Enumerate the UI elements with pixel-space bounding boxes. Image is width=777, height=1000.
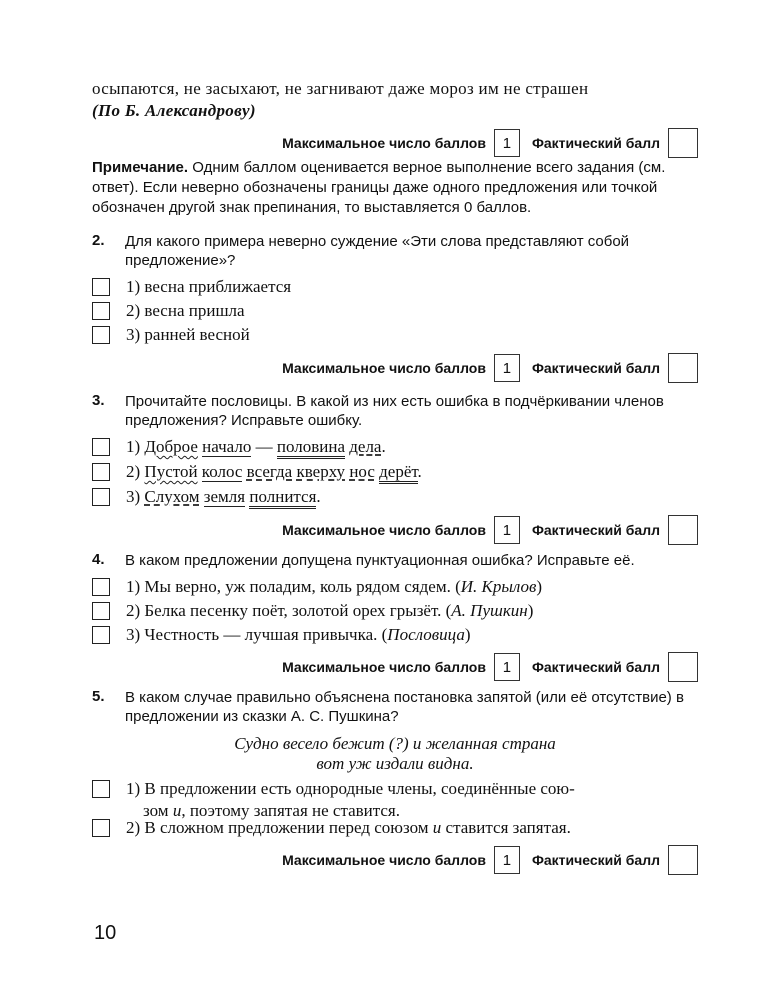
q3-option-2-checkbox[interactable] [92,463,110,481]
q2-option-2[interactable] [92,300,698,324]
q4-option-1-checkbox[interactable] [92,578,110,596]
q2-option-1-checkbox[interactable] [92,278,110,296]
underlined-word: Пустой [144,462,198,481]
q2-option-1[interactable] [92,276,698,300]
question-4-number: 4. [92,551,105,568]
q4-option-2-label: 2) Белка песенку поёт, золотой орех грызёт. (А. Пушкин) [126,601,534,620]
note-text: Одним баллом оценивается верное выполнение всего задания (см. ответ). Если неверно обозначены границы даже одного предложения или точкой обозначен другой знак препинания, то выставляется 0 баллов. [92,159,666,216]
max-score-box: 1 [494,354,520,382]
page [92,0,698,1000]
question-2-text: Для какого примера неверно суждение «Эти слова представляют собой предложение»? [125,233,630,269]
q2-option-3-checkbox[interactable] [92,326,110,344]
underlined-word: колос [201,462,243,481]
q5-option-1-label: 1) В предложении есть однородные члены, соединённые сою- зом и, поэтому запятая не ставится. [126,779,575,820]
actual-score-label: Фактический балл [531,852,660,868]
quote-line-1: Судно весело бежит (?) и желанная страна [234,734,556,753]
q5-option-2-checkbox[interactable] [92,819,110,837]
q2-option-3-label: 3) ранней весной [126,325,250,344]
question-4-text: В каком предложении допущена пунктуационная ошибка? Исправьте её. [125,552,635,569]
score-row-3 [282,515,698,545]
actual-score-input[interactable] [668,652,698,682]
underlined-word: начало [202,437,252,456]
max-score-label: Максимальное число баллов [282,852,486,868]
note [92,158,698,218]
q5-option-2[interactable] [92,817,698,841]
actual-score-input[interactable] [668,845,698,875]
max-score-box: 1 [494,846,520,874]
q3-option-1-checkbox[interactable] [92,438,110,456]
q3-option-2-label: 2) Пустой колос всегда кверху нос дерёт. [126,461,698,483]
actual-score-label: Фактический балл [531,522,660,538]
q3-option-3-checkbox[interactable] [92,488,110,506]
author-citation: (По Б. Александрову) [92,101,256,120]
q4-option-2[interactable] [92,600,698,624]
q4-option-2-checkbox[interactable] [92,602,110,620]
max-score-label: Максимальное число баллов [282,360,486,376]
underlined-word: дерёт [379,462,417,484]
q4-option-3-label: 3) Честность — лучшая привычка. (Пословица) [126,625,471,644]
max-score-box: 1 [494,516,520,544]
q2-option-1-label: 1) весна приближается [126,277,292,296]
q5-option-1-checkbox[interactable] [92,780,110,798]
question-2-number: 2. [92,232,105,249]
score-row-5 [282,845,698,875]
page-number: 10 [94,922,117,944]
q5-option-1[interactable] [92,778,698,822]
q3-option-1[interactable] [92,436,698,460]
score-row-1 [282,128,698,158]
question-3-number: 3. [92,392,105,409]
q2-option-3[interactable] [92,324,698,348]
q5-option-2-label: 2) В сложном предложении перед союзом и ставится запятая. [126,818,571,837]
underlined-word: Доброе [144,437,198,456]
q3-option-2[interactable] [92,461,698,485]
score-row-2 [282,353,698,383]
actual-score-input[interactable] [668,515,698,545]
max-score-box: 1 [494,129,520,157]
underlined-word: кверху [296,462,346,481]
max-score-label: Максимальное число баллов [282,659,486,675]
max-score-label: Максимальное число баллов [282,522,486,538]
score-row-4 [282,652,698,682]
q3-option-1-label: 1) Доброе начало — половина дела. [126,436,698,458]
underlined-word: нос [349,462,375,481]
actual-score-input[interactable] [668,128,698,158]
max-score-label: Максимальное число баллов [282,135,486,151]
note-label: Примечание. [92,159,189,176]
max-score-box: 1 [494,653,520,681]
actual-score-label: Фактический балл [531,135,660,151]
intro-text [92,78,698,122]
underlined-word: Слухом [144,487,200,506]
actual-score-label: Фактический балл [531,360,660,376]
q3-option-3[interactable] [92,486,698,510]
q2-option-2-label: 2) весна пришла [126,301,245,320]
actual-score-label: Фактический балл [531,659,660,675]
underlined-word: полнится [249,487,316,509]
underlined-word: земля [203,487,246,506]
q4-option-3[interactable] [92,624,698,648]
intro-line: осыпаются, не засыхают, не загнивают даже мороз им не страшен [92,79,589,98]
underlined-word: дела [349,437,382,456]
underlined-word: всегда [246,462,293,481]
q2-option-2-checkbox[interactable] [92,302,110,320]
question-5-number: 5. [92,688,105,705]
q3-option-3-label: 3) Слухом земля полнится. [126,486,698,508]
underlined-word: половина [277,437,345,459]
question-5-text: В каком случае правильно объяснена постановка запятой (или её отсутствие) в предложении из сказки А. С. Пушкина? [125,689,684,725]
actual-score-input[interactable] [668,353,698,383]
quote-line-2: вот уж издали видна. [316,754,474,773]
q4-option-1[interactable] [92,576,698,600]
q4-option-3-checkbox[interactable] [92,626,110,644]
q4-option-1-label: 1) Мы верно, уж поладим, коль рядом сядем. (И. Крылов) [126,577,543,596]
question-3-text: Прочитайте пословицы. В какой из них есть ошибка в подчёркивании членов предложения? Исправьте ошибку. [125,393,664,429]
